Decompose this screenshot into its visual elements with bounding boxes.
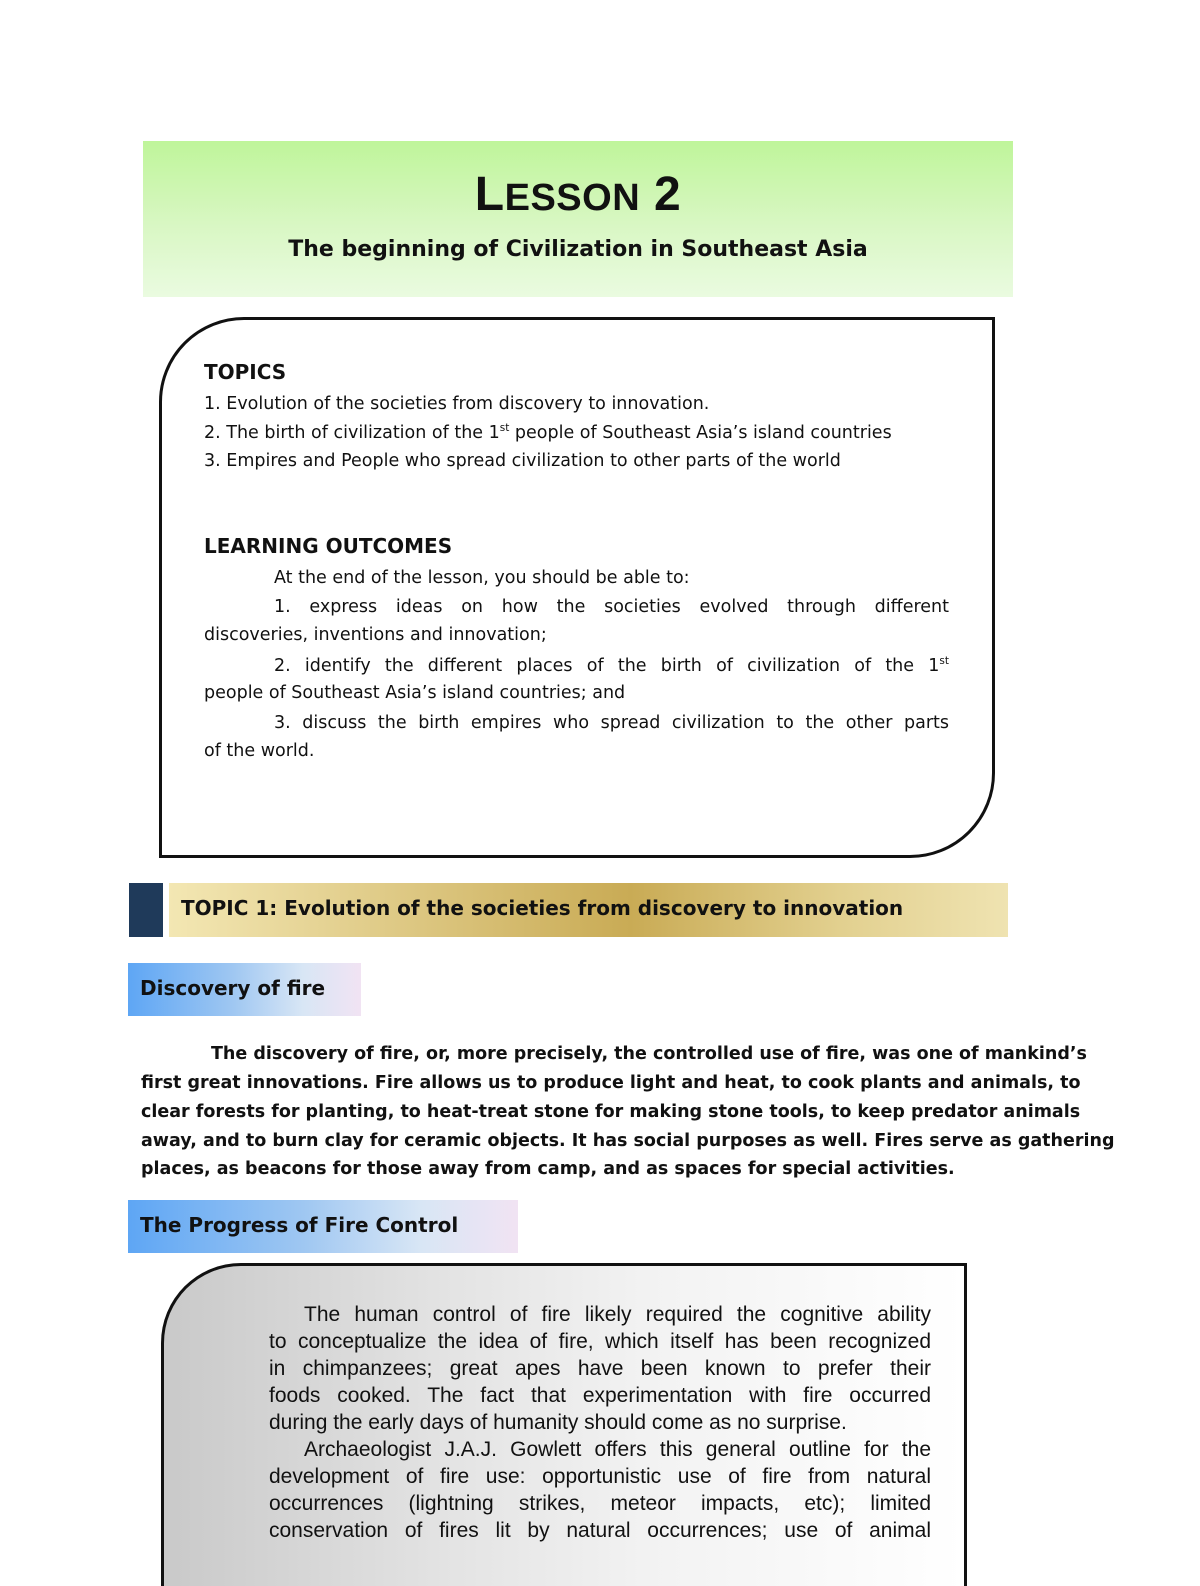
outcome-line: discoveries, inventions and innovation; [204,625,547,645]
lesson-title [143,167,1013,222]
discovery-of-fire-header [128,963,361,1016]
content-line: foods cooked. The fact that experimentation with fire occurred [269,1384,931,1407]
outcome-line: 2. identify the different places of the birth of civilization of the 1st [274,655,949,676]
topic-item-2: 2. The birth of civilization of the 1st people of Southeast Asia’s island countries [204,422,892,443]
outcome-line: people of Southeast Asia’s island countries; and [204,683,626,703]
learning-outcomes-heading: LEARNING OUTCOMES [204,534,453,558]
ordinal-suffix: st [939,655,949,667]
discovery-of-fire-heading: Discovery of fire [140,976,326,1000]
outcome-line: of the world. [204,741,315,761]
paragraph-line: The discovery of fire, or, more precisely, the controlled use of fire, was one of mankind’s [211,1044,1087,1064]
content-line: The human control of fire likely required the cognitive ability [304,1303,931,1326]
paragraph-line: away, and to burn clay for ceramic objects. It has social purposes as well. Fires serve as gathering [141,1131,1115,1151]
outcome-line: 3. discuss the birth empires who spread civilization to the other parts [274,713,949,733]
paragraph-line: first great innovations. Fire allows us to produce light and heat, to cook plants and animals, to [141,1073,1081,1093]
lesson-subtitle: The beginning of Civilization in Southeast Asia [288,237,868,262]
content-line: during the early days of humanity should come as no surprise. [269,1411,847,1434]
progress-content-box [161,1263,967,1586]
progress-of-fire-control-header [128,1200,518,1253]
content-line: conservation of fires lit by natural occurrences; use of animal [269,1519,931,1542]
content-line: to conceptualize the idea of fire, which itself has been recognized [269,1330,931,1353]
content-line: occurrences (lightning strikes, meteor impacts, etc); limited [269,1492,931,1515]
topic-marker [129,883,163,937]
lesson-title-first-letter: L [474,168,505,221]
ordinal-suffix: st [499,422,510,434]
content-line: Archaeologist J.A.J. Gowlett offers this general outline for the [304,1438,931,1461]
progress-of-fire-control-heading: The Progress of Fire Control [140,1213,459,1237]
lesson-header [143,141,1013,297]
topic1-bar [169,883,1008,937]
lesson-title-rest: ESSON [504,177,641,219]
paragraph-line: places, as beacons for those away from camp, and as spaces for special activities. [141,1159,955,1179]
outcomes-intro: At the end of the lesson, you should be able to: [274,568,690,588]
topic1-title: TOPIC 1: Evolution of the societies from discovery to innovation [181,896,904,920]
content-line: development of fire use: opportunistic use of fire from natural [269,1465,931,1488]
outcome-line: 1. express ideas on how the societies evolved through different [274,597,949,617]
topic-item-3: 3. Empires and People who spread civilization to other parts of the world [204,451,841,471]
lesson-title-number: 2 [654,168,682,221]
content-line: in chimpanzees; great apes have been known to prefer their [269,1357,931,1380]
topics-heading: TOPICS [204,360,287,384]
paragraph-line: clear forests for planting, to heat-treat stone for making stone tools, to keep predator animals [141,1102,1081,1122]
topic-item-1: 1. Evolution of the societies from discovery to innovation. [204,394,710,414]
topics-outcomes-box [159,317,995,858]
